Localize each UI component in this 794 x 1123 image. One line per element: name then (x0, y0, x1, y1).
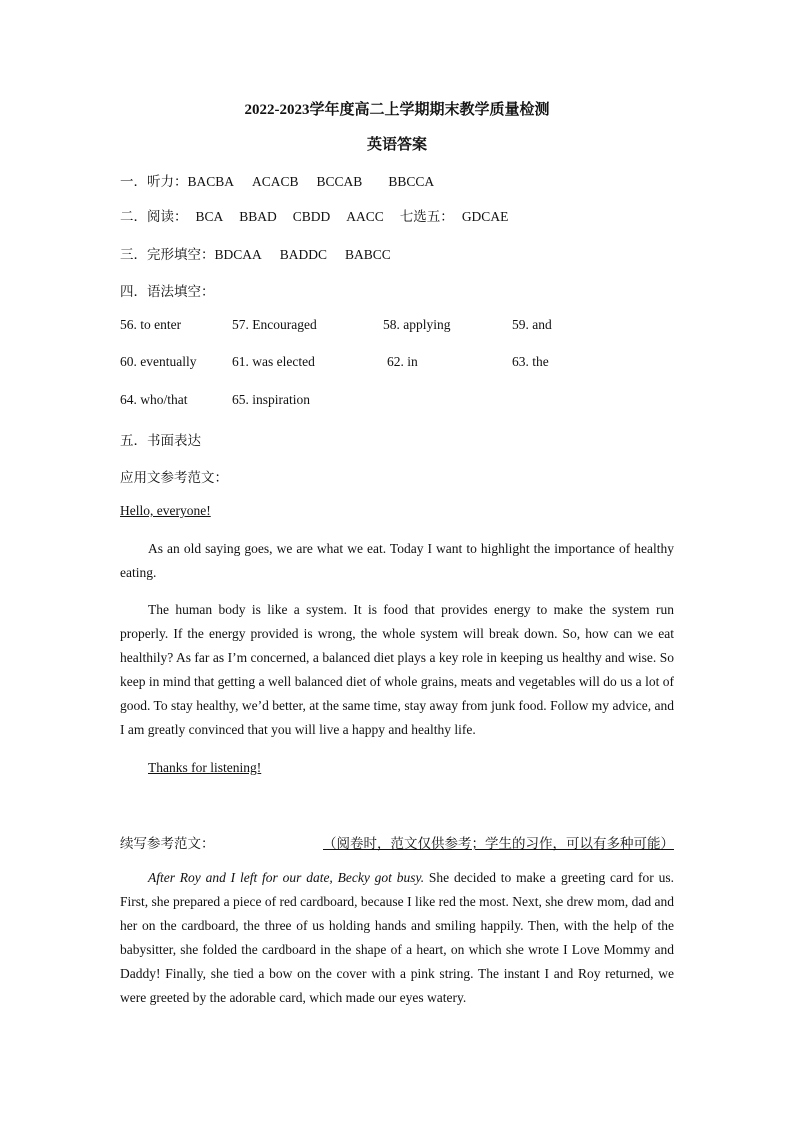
answer-group: GDCAE (461, 209, 509, 224)
answer-group: ACACB (252, 174, 299, 189)
grammar-item: 62. in (387, 354, 418, 369)
writing-label: 五．书面表达 (120, 433, 201, 448)
grammar-item: 65. inspiration (232, 392, 310, 407)
answer-group: BDCAA (214, 247, 262, 262)
reading-line (120, 205, 508, 225)
practical-writing-label: 应用文参考范文： (120, 470, 228, 485)
answer-group: BADDC (279, 247, 328, 262)
answer-group: CBDD (292, 209, 331, 224)
cloze-line (120, 243, 391, 263)
cloze-label: 三．完形填空： (120, 247, 215, 262)
grammar-item: 59. and (512, 317, 552, 332)
essay-closing: Thanks for listening! (148, 760, 262, 775)
grammar-item: 60. eventually (120, 354, 197, 369)
grammar-label: 四．语法填空： (120, 284, 215, 299)
answer-group: AACC (346, 209, 384, 224)
grammar-item: 56. to enter (120, 317, 182, 332)
continuation-paragraph (120, 866, 674, 1010)
listening-line (120, 170, 434, 190)
continuation-note: （阅卷时，范文仅供参考；学生的习作，可以有多种可能） (323, 836, 674, 851)
answer-group: BABCC (345, 247, 391, 262)
page-subtitle: 英语答案 (366, 137, 427, 153)
answer-group: BCA (195, 209, 224, 224)
continuation-body: She decided to make a greeting card for us. First, she prepared a piece of red cardboard, because I like red the most. Next, she drew mom, dad and her on the cardboard, the three of us holding hands and smiling happily. Then, with the help of the babysitter, she folded the cardboard in the shape of a heart, on which she wrote I Love Mommy and Daddy! Finally, she tied a bow on the cover with a pink string. The instant I and Roy returned, we were greeted by the adorable card, which made our eyes watery. (120, 870, 674, 1005)
essay-greeting: Hello, everyone! (120, 503, 211, 518)
grammar-item: 63. the (512, 354, 549, 369)
grammar-item: 58. applying (383, 317, 451, 332)
answer-group: BBAD (239, 209, 277, 224)
grammar-item: 57. Encouraged (232, 317, 317, 332)
continuation-label: 续写参考范文： (120, 836, 215, 851)
continuation-italic-opening: After Roy and I left for our date, Becky got busy. (148, 870, 425, 885)
reading-label: 二．阅读： (120, 209, 188, 224)
answer-group: BCCAB (316, 174, 363, 189)
essay-paragraph-2: The human body is like a system. It is food that provides energy to make the system run properly. If the energy provided is wrong, the whole system will break down. So, how can we eat healthily? As far as I’m concerned, a balanced diet plays a key role in keeping us healthy and wise. So keep in mind that getting a well balanced diet of whole grains, meats and vegetables will do us a lot of good. To stay healthy, we’d better, at the same time, stay away from junk food. Follow my advice, and I am greatly convinced that you will live a happy and healthy life. (120, 602, 674, 737)
essay-paragraph-1: As an old saying goes, we are what we eat. Today I want to highlight the importance of healthy eating. (120, 541, 674, 580)
grammar-item: 61. was elected (232, 354, 315, 369)
seven-choose-five-label: 七选五： (399, 209, 454, 224)
answer-group: BACBA (187, 174, 235, 189)
page-title: 2022-2023学年度高二上学期期末教学质量检测 (244, 102, 550, 118)
grammar-item: 64. who/that (120, 392, 188, 407)
listening-label: 一．听力： (120, 174, 188, 189)
answer-group: BBCCA (388, 174, 435, 189)
